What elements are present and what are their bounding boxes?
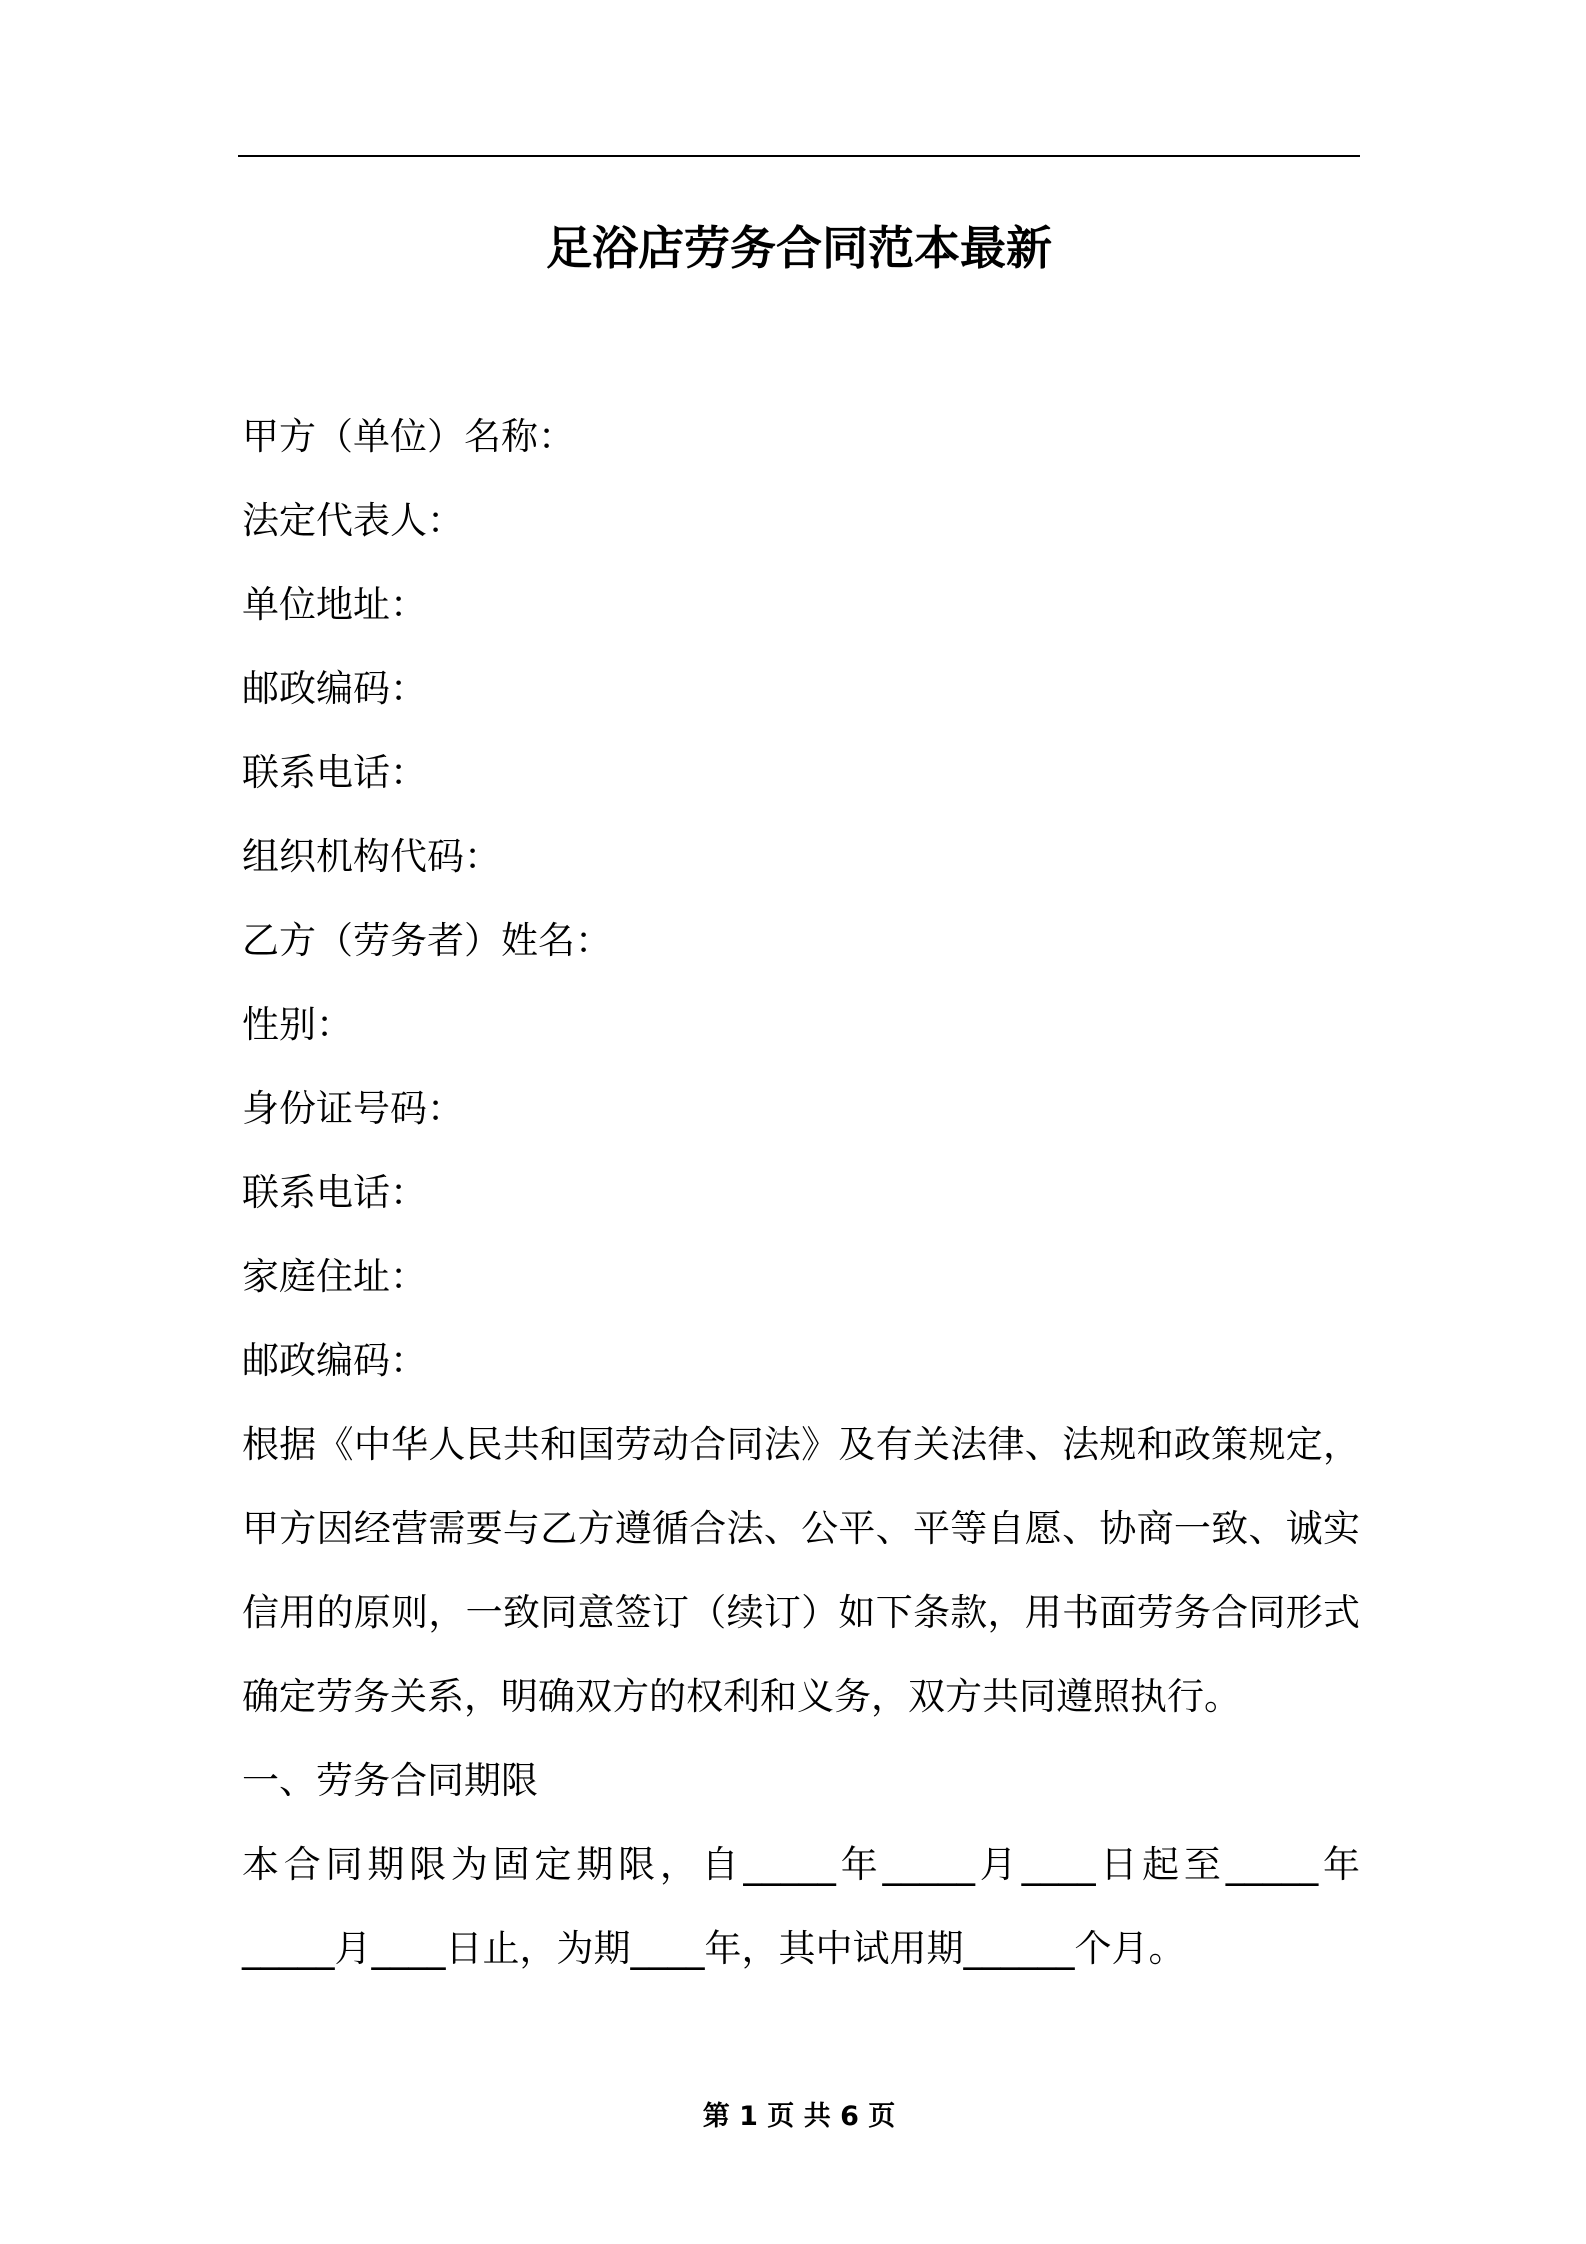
page-number: 第 1 页 共 6 页 xyxy=(702,2101,896,2132)
party-a-address-label: 单位地址： xyxy=(242,583,427,626)
party-b-phone-label: 联系电话： xyxy=(242,1171,427,1214)
party-a-org-code-label: 组织机构代码： xyxy=(242,835,501,878)
party-a-legal-rep-label: 法定代表人： xyxy=(242,499,464,542)
party-a-name-label: 甲方（单位）名称： xyxy=(242,415,575,458)
party-b-gender-label: 性别： xyxy=(242,1003,353,1046)
document-body xyxy=(242,395,1360,1991)
preamble-line: 甲方因经营需要与乙方遵循合法、公平、平等自愿、协商一致、诚实 xyxy=(242,1507,1360,1550)
party-a-postcode-label: 邮政编码： xyxy=(242,667,427,710)
party-b-name-label: 乙方（劳务者）姓名： xyxy=(242,919,612,962)
party-b-home-address-label: 家庭住址： xyxy=(242,1255,427,1298)
preamble-line: 确定劳务关系，明确双方的权利和义务，双方共同遵照执行。 xyxy=(242,1675,1241,1718)
section-1-body-line: 本合同期限为固定期限，自_____年_____月____日起至_____年 xyxy=(242,1843,1360,1886)
section-1-heading: 一、劳务合同期限 xyxy=(242,1759,538,1802)
section-1-body-line: _____月____日止，为期____年，其中试用期______个月。 xyxy=(242,1927,1186,1970)
preamble-line: 信用的原则，一致同意签订（续订）如下条款，用书面劳务合同形式 xyxy=(242,1591,1360,1634)
preamble-line: 根据《中华人民共和国劳动合同法》及有关法律、法规和政策规定， xyxy=(242,1423,1360,1466)
party-b-postcode-label: 邮政编码： xyxy=(242,1339,427,1382)
party-b-id-number-label: 身份证号码： xyxy=(242,1087,464,1130)
header-rule xyxy=(238,155,1360,157)
document-title: 足浴店劳务合同范本最新 xyxy=(546,221,1052,275)
party-a-phone-label: 联系电话： xyxy=(242,751,427,794)
